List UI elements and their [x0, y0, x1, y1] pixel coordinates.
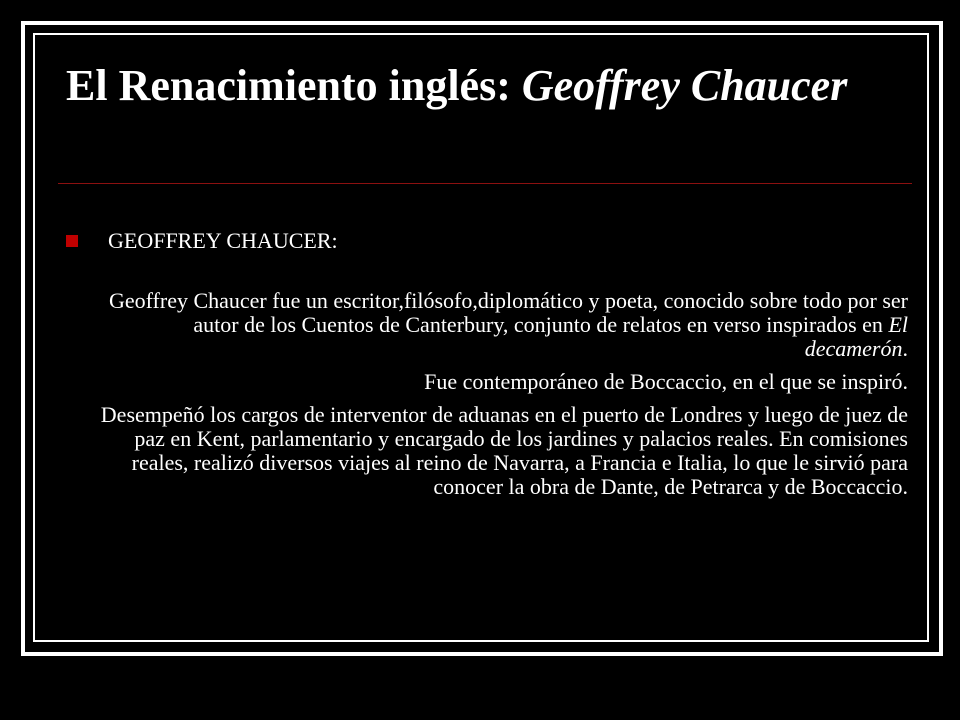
paragraph-career: Desempeñó los cargos de interventor de aduanas en el puerto de Londres y luego de juez de paz en Kent, parlamentario y encargado de los jardines y palacios reales. En comisiones reales, realizó diversos viajes al reino de Navarra, a Francia e Italia, lo que le sirvió para conocer la obra de Dante, de Petrarca y de Boccaccio. [100, 402, 908, 499]
title-italic: Geoffrey Chaucer [521, 61, 848, 110]
square-bullet-icon [66, 235, 78, 247]
body-text [100, 289, 908, 508]
bullet-label: GEOFFREY CHAUCER: [108, 228, 338, 253]
paragraph-contemporary: Fue contemporáneo de Boccaccio, en el que se inspiró. [424, 369, 908, 394]
book-title-italic: El decamerón [804, 312, 908, 361]
title-plain: El Renacimiento inglés: [66, 61, 522, 110]
paragraph-intro-end: . [902, 336, 908, 361]
paragraph-intro [100, 289, 908, 361]
title-divider [58, 183, 912, 184]
slide-title [66, 62, 886, 110]
paragraph-intro-text: Geoffrey Chaucer fue un escritor,filósofo,diplomático y poeta, conocido sobre todo por ser autor de los Cuentos de Canterbury, conjunto de relatos en verso inspirados en [108, 288, 908, 337]
bullet-item [66, 227, 338, 255]
